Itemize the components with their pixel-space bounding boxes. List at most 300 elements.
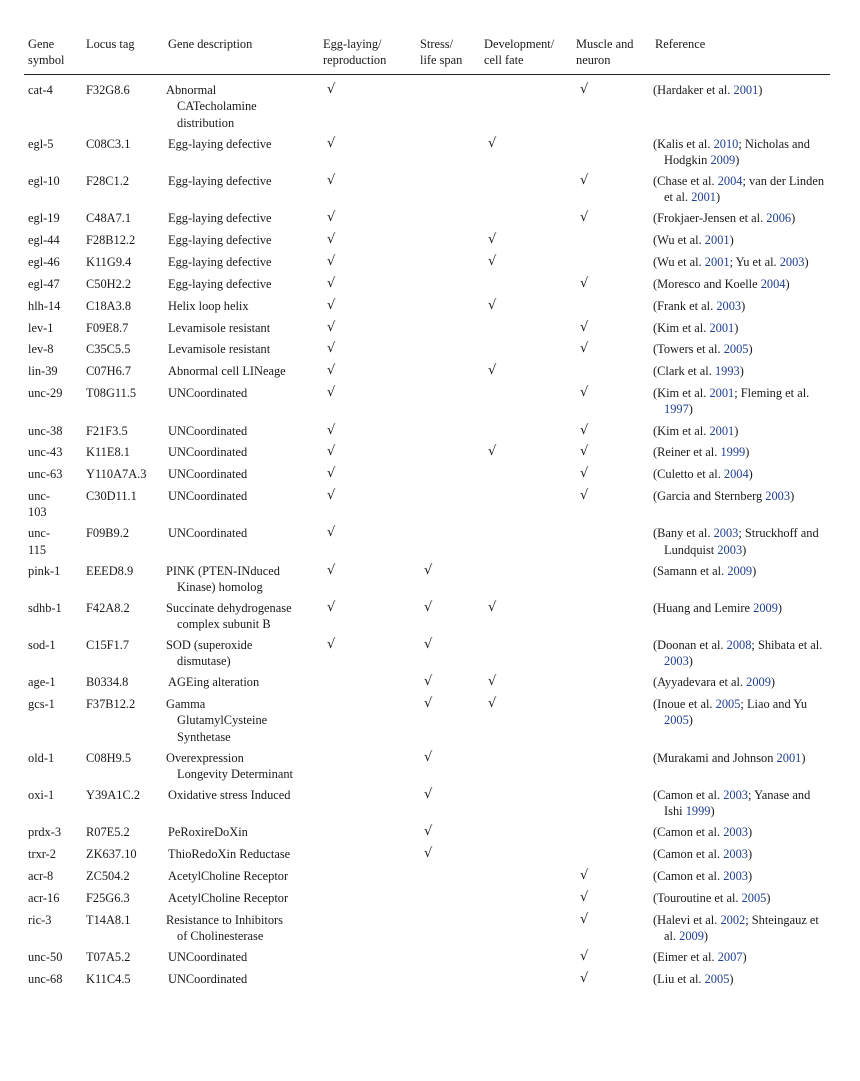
stress-check-cell: [416, 276, 480, 298]
stress-check-cell: [416, 173, 480, 210]
cell-line: Egg-laying defective: [168, 136, 272, 151]
gene-description-cell: [164, 971, 319, 993]
cell-line: hlh-14: [28, 298, 61, 313]
gene-symbol-cell: [24, 136, 82, 173]
stress-check-cell: [416, 444, 480, 466]
stress-check-cell: [416, 750, 480, 787]
cell-line: unc-63: [28, 467, 63, 482]
reference-text: ): [688, 654, 693, 669]
gene-description-cell: [164, 787, 319, 824]
egg-check-cell: [319, 276, 416, 298]
gene-description-cell: [164, 466, 319, 488]
reference-cell: [651, 846, 830, 868]
citation-year-link[interactable]: 2001: [709, 423, 735, 438]
reference-cell: [651, 136, 830, 173]
reference-cell: [651, 488, 830, 525]
gene-description-cell: [164, 320, 319, 342]
reference-text: ): [748, 467, 753, 482]
muscle-check-cell: [572, 868, 651, 890]
reference-text: ): [770, 675, 776, 690]
egg-check-cell: [319, 971, 416, 993]
citation-year-link[interactable]: 2003: [717, 542, 743, 557]
gene-description-cell: [164, 75, 319, 136]
checkmark-icon: √: [327, 422, 336, 438]
locus-tag-cell: F21F3.5: [86, 423, 128, 438]
stress-check-cell: [416, 600, 480, 637]
citation-year-link[interactable]: 2003: [779, 254, 805, 269]
stress-check-cell: [416, 787, 480, 824]
reference-text: (Doonan et al.: [653, 638, 727, 653]
citation-year-link[interactable]: 2003: [765, 489, 791, 504]
gene-symbol-cell: [24, 385, 82, 422]
header-gene-description: [164, 36, 319, 75]
checkmark-icon: √: [327, 444, 336, 460]
citation-year-link[interactable]: 2003: [664, 654, 689, 669]
citation-year-link[interactable]: 2004: [723, 467, 749, 482]
egg-check-cell: [319, 75, 416, 136]
gene-description-cell: [164, 210, 319, 232]
header-line: Development/: [484, 37, 555, 51]
citation-year-link[interactable]: 2001: [709, 320, 735, 335]
gene-description-cell: [164, 276, 319, 298]
dev-check-cell: [480, 320, 572, 342]
reference-text: ; Shteingauz et al.: [664, 912, 819, 943]
cell-line: egl-5: [28, 136, 54, 151]
citation-year-link[interactable]: 2009: [679, 928, 704, 943]
muscle-check-cell: [572, 232, 651, 254]
muscle-check-cell: [572, 674, 651, 696]
dev-check-cell: [480, 563, 572, 600]
reference-text: (Kim et al.: [653, 320, 710, 335]
muscle-check-cell: [572, 525, 651, 562]
checkmark-icon: √: [580, 867, 589, 883]
gene-symbol-cell: [24, 466, 82, 488]
checkmark-icon: √: [327, 341, 336, 357]
cell-line: ThioRedoXin Reductase: [168, 847, 291, 862]
citation-year-link[interactable]: 2009: [753, 600, 778, 615]
table-row: [24, 254, 830, 276]
locus-tag-cell: C15F1.7: [86, 638, 130, 653]
stress-check-cell: [416, 385, 480, 422]
checkmark-icon: √: [424, 786, 433, 802]
reference-text: ): [790, 489, 795, 504]
locus-tag-cell: T14A8.1: [86, 912, 131, 927]
header-line: Muscle and: [576, 37, 634, 51]
table-row: [24, 696, 830, 749]
cell-line: Resistance to Inhibitors: [166, 912, 284, 927]
stress-check-cell: [416, 488, 480, 525]
cell-line: Longevity Determinant: [177, 766, 293, 781]
checkmark-icon: √: [424, 749, 433, 765]
dev-check-cell: [480, 600, 572, 637]
stress-check-cell: [416, 525, 480, 562]
reference-cell: [651, 254, 830, 276]
cell-line: egl-44: [28, 233, 60, 248]
cell-line: Egg-laying defective: [168, 173, 272, 188]
reference-text: (Camon et al.: [653, 868, 724, 883]
cell-line: egl-47: [28, 276, 60, 291]
cell-line: prdx-3: [28, 825, 62, 840]
reference-cell: [651, 868, 830, 890]
gene-description-cell: [164, 173, 319, 210]
locus-tag-cell: C48A7.1: [86, 211, 132, 226]
gene-symbol-cell: [24, 846, 82, 868]
citation-year-link[interactable]: 2008: [726, 638, 752, 653]
muscle-check-cell: [572, 423, 651, 445]
gene-symbol-cell: [24, 232, 82, 254]
checkmark-icon: √: [327, 637, 336, 653]
reference-text: ): [747, 847, 753, 862]
dev-check-cell: [480, 363, 572, 385]
checkmark-icon: √: [327, 562, 336, 578]
dev-check-cell: [480, 912, 572, 949]
reference-text: (Garcia and Sternberg: [653, 489, 766, 504]
cell-line: unc-68: [28, 971, 63, 986]
checkmark-icon: √: [580, 341, 589, 357]
checkmark-icon: √: [488, 363, 497, 379]
locus-tag-cell: F25G6.3: [86, 890, 130, 905]
citation-year-link[interactable]: 2002: [720, 912, 746, 927]
citation-year-link[interactable]: 2001: [704, 233, 730, 248]
muscle-check-cell: [572, 254, 651, 276]
cell-line: lin-39: [28, 364, 58, 379]
locus-tag-cell: C08H9.5: [86, 750, 132, 765]
muscle-check-cell: [572, 276, 651, 298]
reference-text: (Wu et al.: [653, 233, 705, 248]
dev-check-cell: [480, 298, 572, 320]
table-row: [24, 232, 830, 254]
dev-check-cell: [480, 276, 572, 298]
muscle-check-cell: [572, 949, 651, 971]
cell-line: Synthetase: [177, 729, 231, 744]
cell-line: UNCoordinated: [168, 423, 248, 438]
locus-tag-cell: ZK637.10: [86, 847, 137, 862]
reference-text: (Halevi et al.: [653, 912, 721, 927]
gene-symbol-cell: [24, 75, 82, 136]
cell-line: 103: [28, 505, 47, 520]
reference-cell: [651, 563, 830, 600]
cell-line: egl-10: [28, 173, 60, 188]
gene-description-cell: [164, 674, 319, 696]
reference-text: ): [747, 825, 753, 840]
checkmark-icon: √: [488, 599, 497, 615]
gene-description-cell: [164, 525, 319, 562]
checkmark-icon: √: [580, 488, 589, 504]
stress-check-cell: [416, 674, 480, 696]
reference-text: ): [777, 600, 783, 615]
reference-cell: [651, 912, 830, 949]
muscle-check-cell: [572, 846, 651, 868]
checkmark-icon: √: [580, 172, 589, 188]
dev-check-cell: [480, 824, 572, 846]
reference-cell: [651, 298, 830, 320]
muscle-check-cell: [572, 750, 651, 787]
citation-year-link[interactable]: 2005: [664, 713, 689, 728]
header-line: Gene description: [168, 37, 253, 51]
reference-text: (Kim et al.: [653, 386, 710, 401]
reference-text: (Towers et al.: [653, 342, 724, 357]
citation-year-link[interactable]: 2005: [715, 697, 741, 712]
stress-check-cell: [416, 846, 480, 868]
gene-description-cell: [164, 600, 319, 637]
muscle-check-cell: [572, 385, 651, 422]
reference-text: ): [739, 364, 744, 379]
muscle-check-cell: [572, 320, 651, 342]
checkmark-icon: √: [424, 846, 433, 862]
muscle-check-cell: [572, 824, 651, 846]
stress-check-cell: [416, 320, 480, 342]
locus-tag-cell: C18A3.8: [86, 298, 132, 313]
cell-line: AcetylCholine Receptor: [168, 868, 289, 883]
reference-text: ): [758, 83, 763, 98]
gene-description-cell: [164, 750, 319, 787]
reference-cell: [651, 423, 830, 445]
reference-text: ; Yanase and Ishi: [664, 787, 811, 819]
muscle-check-cell: [572, 890, 651, 912]
egg-check-cell: [319, 824, 416, 846]
stress-check-cell: [416, 868, 480, 890]
locus-tag-cell: C07H6.7: [86, 364, 132, 379]
locus-tag-cell: T08G11.5: [86, 386, 137, 401]
cell-line: Succinate dehydrogenase: [166, 600, 292, 615]
locus-tag-cell: F09E8.7: [86, 320, 129, 335]
cell-line: CATecholamine: [177, 99, 257, 114]
table-row: [24, 75, 830, 136]
egg-check-cell: [319, 423, 416, 445]
reference-text: ): [766, 890, 771, 905]
table-row: [24, 824, 830, 846]
gene-symbol-cell: [24, 363, 82, 385]
cell-line: unc-38: [28, 423, 63, 438]
cell-line: egl-19: [28, 211, 60, 226]
reference-text: ): [747, 868, 753, 883]
egg-check-cell: [319, 949, 416, 971]
table-row: [24, 868, 830, 890]
stress-check-cell: [416, 298, 480, 320]
checkmark-icon: √: [580, 444, 589, 460]
table-row: [24, 466, 830, 488]
citation-year-link[interactable]: 2003: [723, 787, 748, 802]
checkmark-icon: √: [327, 385, 336, 401]
reference-text: (Camon et al.: [653, 787, 724, 802]
stress-check-cell: [416, 563, 480, 600]
gene-description-cell: [164, 912, 319, 949]
locus-tag-cell: F37B12.2: [86, 697, 136, 712]
gene-description-cell: [164, 363, 319, 385]
locus-tag-cell: C50H2.2: [86, 276, 132, 291]
table-row: [24, 525, 830, 562]
citation-year-link[interactable]: 2010: [713, 136, 739, 151]
reference-text: (Kim et al.: [653, 423, 710, 438]
citation-year-link[interactable]: 2003: [723, 825, 748, 840]
cell-line: GlutamylCysteine: [177, 713, 268, 728]
reference-text: ): [734, 423, 739, 438]
locus-tag-cell: ZC504.2: [86, 868, 130, 883]
gene-description-cell: [164, 696, 319, 749]
dev-check-cell: [480, 136, 572, 173]
citation-year-link[interactable]: 2001: [733, 83, 759, 98]
muscle-check-cell: [572, 696, 651, 749]
citation-year-link[interactable]: 2005: [723, 342, 749, 357]
reference-text: ): [703, 928, 709, 943]
gene-symbol-cell: [24, 787, 82, 824]
reference-text: ; Fleming et al.: [734, 386, 810, 401]
stress-check-cell: [416, 423, 480, 445]
gene-description-cell: [164, 949, 319, 971]
egg-check-cell: [319, 363, 416, 385]
cell-line: UNCoordinated: [168, 467, 248, 482]
locus-tag-cell: EEED8.9: [86, 563, 134, 578]
reference-text: (Camon et al.: [653, 825, 724, 840]
muscle-check-cell: [572, 466, 651, 488]
reference-text: (Touroutine et al.: [653, 890, 742, 905]
citation-year-link[interactable]: 2004: [717, 173, 743, 188]
table-row: [24, 912, 830, 949]
reference-cell: [651, 637, 830, 674]
reference-cell: [651, 210, 830, 232]
reference-text: (Frank et al.: [653, 298, 717, 313]
egg-check-cell: [319, 488, 416, 525]
citation-year-link[interactable]: 2005: [704, 971, 730, 986]
stress-check-cell: [416, 696, 480, 749]
citation-year-link[interactable]: 2004: [760, 276, 786, 291]
locus-tag-cell: K11E8.1: [86, 445, 130, 460]
table-row: [24, 210, 830, 232]
citation-year-link[interactable]: 2009: [710, 152, 736, 167]
table-row: [24, 563, 830, 600]
reference-text: ): [710, 804, 715, 819]
header-line: neuron: [576, 53, 611, 68]
egg-check-cell: [319, 912, 416, 949]
cell-line: 115: [28, 542, 47, 557]
citation-year-link[interactable]: 1993: [714, 364, 740, 379]
reference-text: ; Shibata et al.: [751, 638, 823, 653]
citation-year-link[interactable]: 1999: [720, 445, 746, 460]
reference-cell: [651, 949, 830, 971]
reference-text: ): [715, 190, 721, 204]
egg-check-cell: [319, 444, 416, 466]
table-row: [24, 949, 830, 971]
citation-year-link[interactable]: 2009: [727, 563, 753, 578]
locus-tag-cell: K11C4.5: [86, 971, 131, 986]
header-development: [480, 36, 572, 75]
stress-check-cell: [416, 824, 480, 846]
reference-text: ): [791, 211, 796, 226]
checkmark-icon: √: [327, 297, 336, 313]
reference-cell: [651, 824, 830, 846]
table-row: [24, 674, 830, 696]
citation-year-link[interactable]: 2006: [766, 211, 792, 226]
reference-text: ; van der Linden et al.: [664, 173, 825, 204]
muscle-check-cell: [572, 173, 651, 210]
citation-year-link[interactable]: 2009: [746, 675, 771, 690]
gene-description-cell: [164, 488, 319, 525]
reference-cell: [651, 444, 830, 466]
reference-text: (Ayyadevara et al.: [653, 675, 747, 690]
header-line: Locus tag: [86, 37, 135, 51]
gene-symbol-cell: [24, 563, 82, 600]
gene-symbol-cell: [24, 912, 82, 949]
gene-symbol-cell: [24, 488, 82, 525]
table-row: [24, 488, 830, 525]
cell-line: Levamisole resistant: [168, 320, 271, 335]
citation-year-link[interactable]: 2003: [723, 847, 748, 862]
checkmark-icon: √: [327, 210, 336, 226]
checkmark-icon: √: [488, 674, 497, 690]
citation-year-link[interactable]: 2003: [716, 298, 742, 313]
header-row: [24, 36, 830, 75]
dev-check-cell: [480, 846, 572, 868]
muscle-check-cell: [572, 136, 651, 173]
citation-year-link[interactable]: 1999: [685, 804, 711, 819]
citation-year-link[interactable]: 2001: [709, 386, 735, 401]
cell-line: dismutase): [177, 654, 231, 669]
checkmark-icon: √: [488, 135, 497, 151]
cell-line: of Cholinesterase: [177, 928, 264, 943]
citation-year-link[interactable]: 2001: [776, 750, 802, 765]
header-gene-symbol: [24, 36, 82, 75]
egg-check-cell: [319, 600, 416, 637]
citation-year-link[interactable]: 2007: [717, 950, 743, 964]
header-line: symbol: [28, 53, 65, 68]
citation-year-link[interactable]: 2005: [741, 890, 767, 905]
dev-check-cell: [480, 173, 572, 210]
table-row: [24, 136, 830, 173]
gene-symbol-cell: [24, 890, 82, 912]
checkmark-icon: √: [327, 135, 336, 151]
cell-line: old-1: [28, 750, 55, 765]
gene-symbol-cell: [24, 276, 82, 298]
citation-year-link[interactable]: 2003: [723, 868, 748, 883]
muscle-check-cell: [572, 210, 651, 232]
reference-cell: [651, 75, 830, 136]
reference-text: ): [752, 563, 757, 578]
gene-symbol-cell: [24, 637, 82, 674]
stress-check-cell: [416, 210, 480, 232]
locus-tag-cell: Y39A1C.2: [86, 787, 141, 802]
cell-line: acr-16: [28, 890, 60, 905]
table-row: [24, 787, 830, 824]
cell-line: UNCoordinated: [168, 386, 248, 401]
cell-line: Abnormal cell LINeage: [168, 364, 286, 379]
cell-line: sdhb-1: [28, 600, 62, 615]
citation-year-link[interactable]: 2001: [691, 190, 716, 204]
citation-year-link[interactable]: 2001: [704, 254, 730, 269]
checkmark-icon: √: [424, 562, 433, 578]
locus-tag-cell: F28C1.2: [86, 173, 130, 188]
locus-tag-cell: T07A5.2: [86, 950, 131, 964]
gene-description-cell: [164, 637, 319, 674]
cell-line: Levamisole resistant: [168, 342, 271, 357]
checkmark-icon: √: [327, 253, 336, 269]
reference-text: (Clark et al.: [653, 364, 715, 379]
cell-line: UNCoordinated: [168, 445, 248, 460]
egg-check-cell: [319, 787, 416, 824]
table-row: [24, 341, 830, 363]
cell-line: Egg-laying defective: [168, 233, 272, 248]
checkmark-icon: √: [424, 696, 433, 712]
dev-check-cell: [480, 423, 572, 445]
reference-text: (Moresco and Koelle: [653, 276, 761, 291]
citation-year-link[interactable]: 2003: [713, 526, 739, 541]
citation-year-link[interactable]: 1997: [664, 402, 689, 417]
reference-cell: [651, 600, 830, 637]
egg-check-cell: [319, 320, 416, 342]
stress-check-cell: [416, 890, 480, 912]
reference-cell: [651, 466, 830, 488]
cell-line: Oxidative stress Induced: [168, 787, 291, 802]
checkmark-icon: √: [580, 889, 589, 905]
